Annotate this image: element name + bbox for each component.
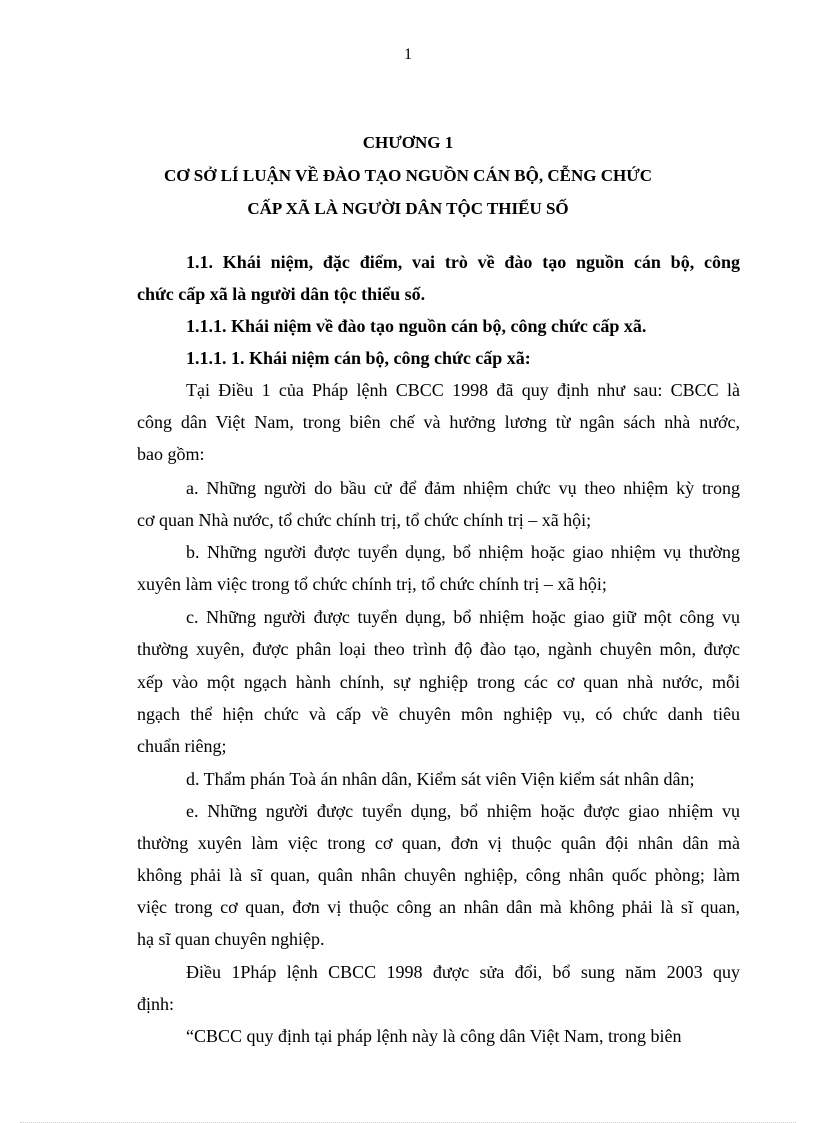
chapter-label: CHƯƠNG 1 [362,133,454,152]
list-item-b-cont: xuyên làm việc trong tổ chức chính trị, tổ chức chính trị – xã hội; [137,574,607,594]
list-item-c-cont: ngạch thể hiện chức và cấp về chuyên môn nghiệp vụ, có chức danh tiêu [137,704,740,724]
list-item-e: e. Những người được tuyển dụng, bổ nhiệm hoặc được giao nhiệm vụ [186,801,740,821]
list-item-c-cont: thường xuyên, được phân loại theo trình độ đào tạo, ngành chuyên môn, được [137,639,740,659]
list-item-e-cont: hạ sĩ quan chuyên nghiệp. [137,929,325,949]
heading-1-1-1: 1.1.1. Khái niệm về đào tạo nguồn cán bộ, công chức cấp xã. [186,316,647,336]
paragraph-line: định: [137,994,175,1014]
paragraph-line: bao gồm: [137,444,205,464]
quote-line: “CBCC quy định tại pháp lệnh này là công dân Việt Nam, trong biên [186,1026,682,1046]
list-item-c: c. Những người được tuyển dụng, bổ nhiệm hoặc giao giữ một công vụ [186,607,740,627]
list-item-c-cont: xếp vào một ngạch hành chính, sự nghiệp trong các cơ quan nhà nước, mỗi [137,672,740,692]
list-item-b: b. Những người được tuyển dụng, bổ nhiệm hoặc giao nhiệm vụ thường [186,542,740,562]
chapter-title-line1: CƠ SỞ LÍ LUẬN VỀ ĐÀO TẠO NGUỒN CÁN BỘ, CỄNG CHỨC [163,166,652,185]
list-item-d: d. Thẩm phán Toà án nhân dân, Kiểm sát viên Viện kiểm sát nhân dân; [186,769,695,789]
list-item-e-cont: thường xuyên làm việc trong cơ quan, đơn vị thuộc quân đội nhân dân mà [137,833,740,853]
paragraph-line: Tại Điều 1 của Pháp lệnh CBCC 1998 đã quy định như sau: CBCC là [186,380,740,400]
chapter-title-line2: CẤP XÃ LÀ NGƯỜI DÂN TỘC THIỂU SỐ [247,199,569,218]
paragraph-line: Điều 1Pháp lệnh CBCC 1998 được sửa đổi, bổ sung năm 2003 quy [186,962,740,982]
list-item-c-cont: chuẩn riêng; [137,736,227,756]
list-item-e-cont: việc trong cơ quan, đơn vị thuộc công an nhân dân mà không phải là sĩ quan, [137,897,740,917]
heading-1-1: 1.1. Khái niệm, đặc điểm, vai trò về đào tạo nguồn cán bộ, công [186,252,740,272]
heading-1-1-1-1: 1.1.1. 1. Khái niệm cán bộ, công chức cấp xã: [186,348,531,368]
page-number: 1 [404,46,412,63]
list-item-a: a. Những người do bầu cử để đảm nhiệm chức vụ theo nhiệm kỳ trong [186,478,740,498]
paragraph-line: công dân Việt Nam, trong biên chế và hưởng lương từ ngân sách nhà nước, [137,412,740,432]
list-item-e-cont: không phải là sĩ quan, quân nhân chuyên nghiệp, công nhân quốc phòng; làm [137,865,740,885]
heading-1-1-cont: chức cấp xã là người dân tộc thiểu số. [137,284,426,304]
list-item-a-cont: cơ quan Nhà nước, tổ chức chính trị, tổ chức chính trị – xã hội; [137,510,592,530]
